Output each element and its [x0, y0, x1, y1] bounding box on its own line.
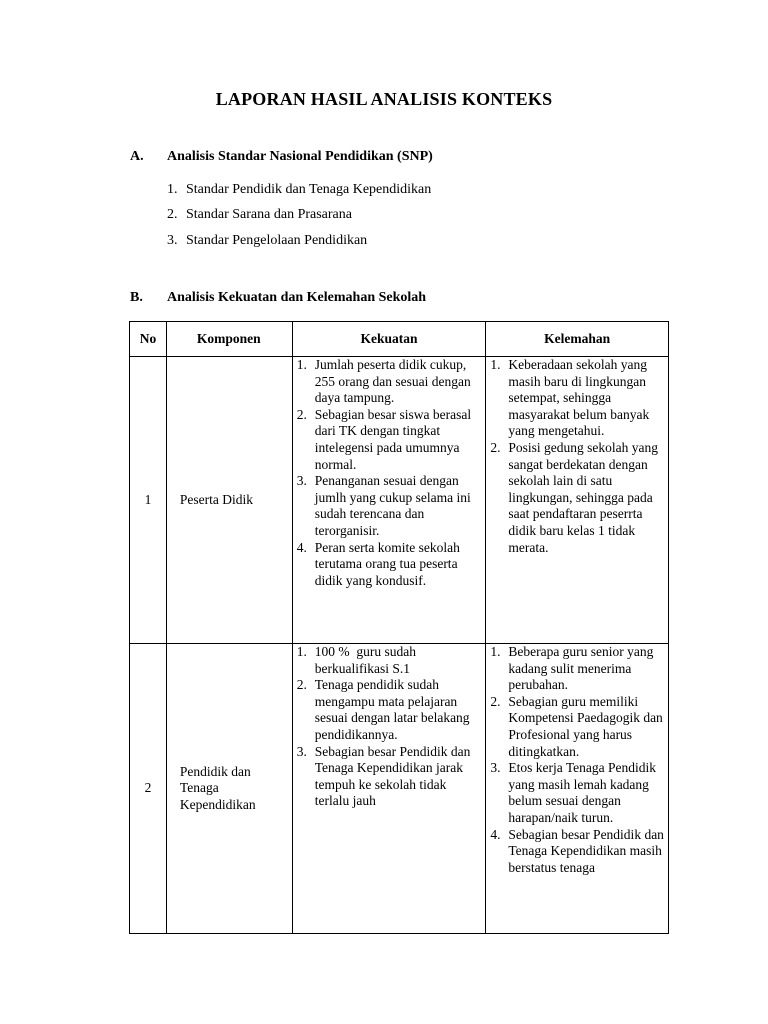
header-no: No	[130, 322, 167, 357]
section-b-letter: B.	[130, 290, 143, 305]
list-item: 2. Posisi gedung sekolah yang sangat berdekatan dengan sekolah lain di satu lingkungan, sehingga pada saat pendaftaran peserrta didik baru kelas 1 tidak merata.	[490, 439, 658, 555]
kekuatan-cell	[292, 357, 486, 644]
list-item: 2. Standar Sarana dan Prasarana	[167, 207, 352, 222]
section-a-letter: A.	[130, 149, 144, 164]
list-item: 3. Penanganan sesuai dengan jumlh yang cukup selama ini sudah terencana dan terorganisir.	[296, 473, 471, 538]
header-komponen: Komponen	[166, 322, 292, 357]
row-number: 1	[130, 357, 167, 644]
row-komponen: Peserta Didik	[166, 357, 292, 644]
table-row	[130, 357, 669, 644]
page-title: LAPORAN HASIL ANALISIS KONTEKS	[215, 89, 553, 109]
kelemahan-cell	[486, 644, 669, 934]
table-header-row	[130, 322, 669, 357]
section-a-title: Analisis Standar Nasional Pendidikan (SNP)	[167, 149, 433, 164]
kelemahan-cell	[486, 357, 669, 644]
analysis-table	[129, 321, 669, 934]
header-kelemahan: Kelemahan	[486, 322, 669, 357]
row-number: 2	[130, 644, 167, 934]
row-komponen: Pendidik dan Tenaga Kependidikan	[166, 644, 292, 934]
list-item: 1. Beberapa guru senior yang kadang sulit menerima perubahan.	[490, 644, 654, 693]
list-item: 3. Sebagian besar Pendidik dan Tenaga Kependidikan jarak tempuh ke sekolah tidak terlalu jauh	[296, 743, 471, 809]
list-item: 1. 100 % guru sudah berkualifikasi S.1	[296, 644, 420, 676]
list-item: 2. Sebagian guru memiliki Kompetensi Paedagogik dan Profesional yang harus ditingkatkan.	[490, 693, 663, 759]
list-item: 3. Standar Pengelolaan Pendidikan	[167, 233, 368, 248]
list-item: 1. Standar Pendidik dan Tenaga Kependidikan	[167, 182, 432, 197]
list-item: 4. Peran serta komite sekolah terutama orang tua peserta didik yang kondusif.	[296, 539, 460, 588]
section-b-heading	[130, 290, 426, 306]
list-item: 4. Sebagian besar Pendidik dan Tenaga Kependidikan masih berstatus tenaga	[490, 826, 664, 875]
list-item: 1. Jumlah peserta didik cukup, 255 orang dan sesuai dengan daya tampung.	[296, 357, 471, 406]
kekuatan-cell	[292, 644, 486, 934]
list-item: 1. Keberadaan sekolah yang masih baru di lingkungan setempat, sehingga masyarakat belum banyak yang mengetahui.	[490, 357, 650, 439]
header-kekuatan: Kekuatan	[292, 322, 486, 357]
section-b-title: Analisis Kekuatan dan Kelemahan Sekolah	[167, 290, 427, 305]
section-a-heading	[130, 149, 433, 165]
list-item: 2. Sebagian besar siswa berasal dari TK dengan tingkat intelegensi pada umumnya normal.	[296, 406, 472, 472]
list-item: 2. Tenaga pendidik sudah mengampu mata pelajaran sesuai dengan latar belakang pendidikannya.	[296, 677, 470, 742]
table-row	[130, 644, 669, 934]
list-item: 3. Etos kerja Tenaga Pendidik yang masih lemah kadang belum sesuai dengan harapan/naik turun.	[490, 760, 656, 825]
